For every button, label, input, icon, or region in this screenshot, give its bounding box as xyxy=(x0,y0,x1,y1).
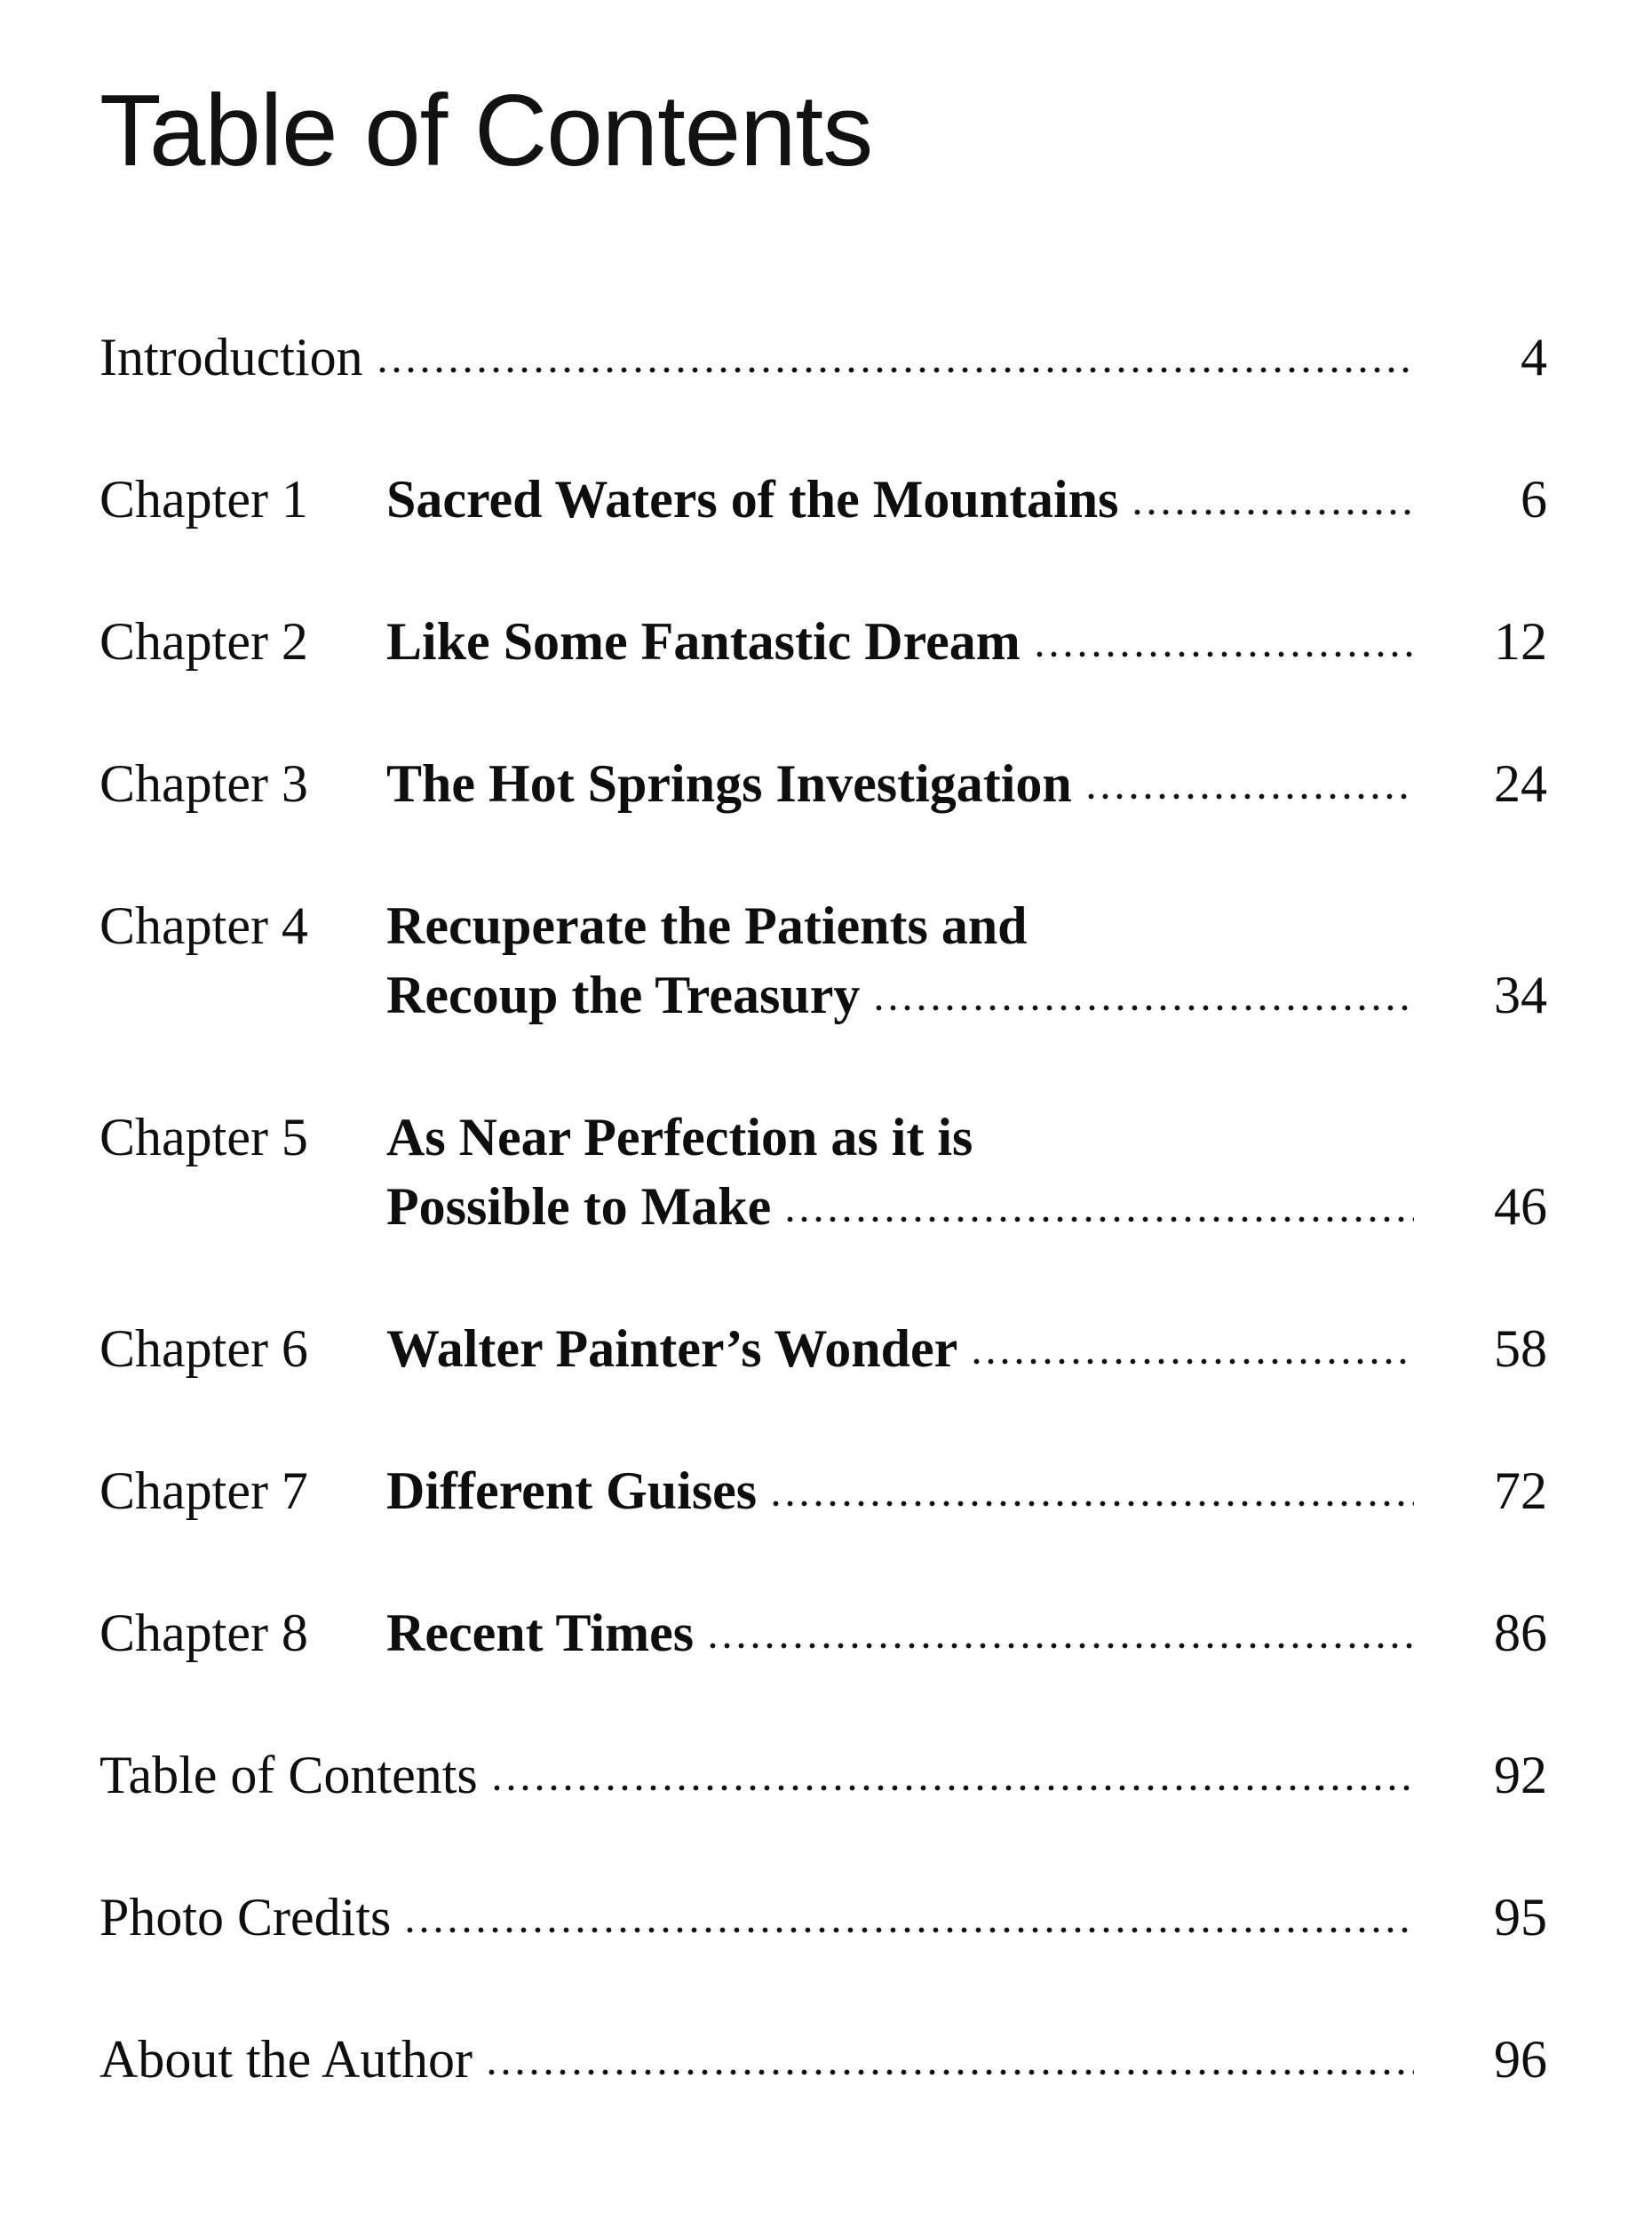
toc-entry-chapter-8 xyxy=(99,1598,1547,1668)
chapter-label: Chapter 8 xyxy=(99,1604,308,1663)
chapter-label: Chapter 4 xyxy=(99,896,308,956)
entry-title: Different Guises xyxy=(386,1461,758,1521)
entry-title: Recent Times xyxy=(386,1604,695,1663)
dot-leader xyxy=(1088,793,1414,800)
dot-leader xyxy=(973,1358,1414,1365)
entry-title: Walter Painter’s Wonder xyxy=(386,1319,958,1379)
page-number: 4 xyxy=(1521,328,1547,387)
toc-entry-chapter-3 xyxy=(99,749,1547,818)
toc-entry-chapter-1 xyxy=(99,465,1547,534)
entry-title: Introduction xyxy=(99,328,363,387)
entry-title-line-1: Recuperate the Patients and xyxy=(386,896,1028,956)
chapter-label: Chapter 7 xyxy=(99,1461,308,1521)
dot-leader xyxy=(787,1216,1414,1222)
dot-leader xyxy=(1134,509,1414,515)
entry-title: Like Some Fantastic Dream xyxy=(386,612,1021,672)
page-number: 24 xyxy=(1494,754,1547,814)
dot-leader xyxy=(407,1927,1414,1933)
entry-title: Photo Credits xyxy=(99,1888,392,1947)
dot-leader xyxy=(379,367,1414,373)
toc-entry-chapter-5 xyxy=(99,1103,1547,1241)
chapter-label: Chapter 2 xyxy=(99,612,308,672)
dot-leader xyxy=(876,1005,1414,1011)
toc-entry-table-of-contents xyxy=(99,1740,1547,1810)
toc-entry-chapter-7 xyxy=(99,1456,1547,1525)
chapter-label: Chapter 1 xyxy=(99,470,308,529)
toc-entry-chapter-2 xyxy=(99,607,1547,676)
page-number: 72 xyxy=(1494,1461,1547,1521)
toc-entry-chapter-4 xyxy=(99,891,1547,1030)
page-number: 6 xyxy=(1521,470,1547,529)
dot-leader xyxy=(1036,651,1414,657)
page-title: Table of Contents xyxy=(99,75,873,187)
entry-title-line-2: Possible to Make xyxy=(386,1177,772,1237)
dot-leader xyxy=(710,1643,1414,1649)
page-number: 96 xyxy=(1494,2030,1547,2090)
dot-leader xyxy=(488,2069,1414,2075)
dot-leader xyxy=(494,1785,1414,1791)
page-number: 95 xyxy=(1494,1888,1547,1947)
page-number: 86 xyxy=(1494,1604,1547,1663)
chapter-label: Chapter 5 xyxy=(99,1108,308,1167)
entry-title: The Hot Springs Investigation xyxy=(386,754,1072,814)
dot-leader xyxy=(773,1501,1414,1507)
page-number: 46 xyxy=(1494,1177,1547,1237)
toc-entry-photo-credits xyxy=(99,1883,1547,1952)
toc-list xyxy=(99,322,1547,2094)
page-number: 34 xyxy=(1494,966,1547,1025)
toc-entry-about-the-author xyxy=(99,2025,1547,2094)
toc-entry-chapter-6 xyxy=(99,1314,1547,1383)
entry-title: Sacred Waters of the Mountains xyxy=(386,470,1119,529)
entry-title-line-2: Recoup the Treasury xyxy=(386,966,861,1025)
entry-title-line-1: As Near Perfection as it is xyxy=(386,1108,973,1167)
chapter-label: Chapter 6 xyxy=(99,1319,308,1379)
page-number: 58 xyxy=(1494,1319,1547,1379)
page-number: 92 xyxy=(1494,1746,1547,1805)
entry-title: Table of Contents xyxy=(99,1746,478,1805)
entry-title: About the Author xyxy=(99,2030,473,2090)
toc-entry-introduction xyxy=(99,322,1547,392)
page-number: 12 xyxy=(1494,612,1547,672)
chapter-label: Chapter 3 xyxy=(99,754,308,814)
